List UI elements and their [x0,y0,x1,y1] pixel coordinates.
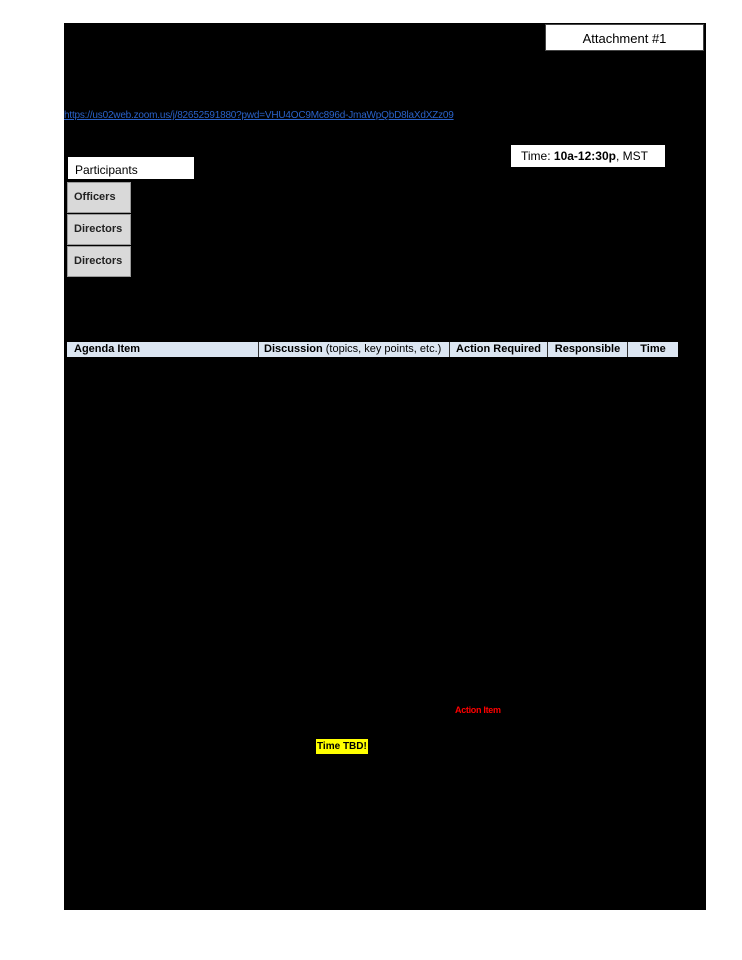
participants-label: Participants [68,157,194,179]
meeting-time [511,145,665,167]
header-action-required: Action Required [450,342,548,357]
time-value: 10a-12:30p [553,149,616,163]
header-responsible: Responsible [548,342,628,357]
time-suffix: , MST [615,149,648,163]
header-discussion-bold: Discussion [264,343,323,355]
header-time: Time [640,343,666,355]
time-tbd-highlight: Time TBD! [317,741,367,752]
agenda-table-header [67,342,678,357]
role-officers: Officers [67,182,131,213]
zoom-meeting-link[interactable]: https://us02web.zoom.us/j/82652591880?pwd=VHU4OC9Mc896d-JmaWpQbD8laXdXZz09 [64,110,454,121]
header-agenda-item: Agenda Item [67,342,259,357]
role-directors: Directors [67,214,131,245]
header-discussion-rest: (topics, key points, etc.) [322,343,442,355]
action-item-note: Action Item [455,705,501,715]
attachment-label: Attachment #1 [545,24,704,51]
role-directors-2: Directors [67,246,131,277]
header-discussion [259,342,450,357]
time-prefix: Time: [521,149,551,163]
